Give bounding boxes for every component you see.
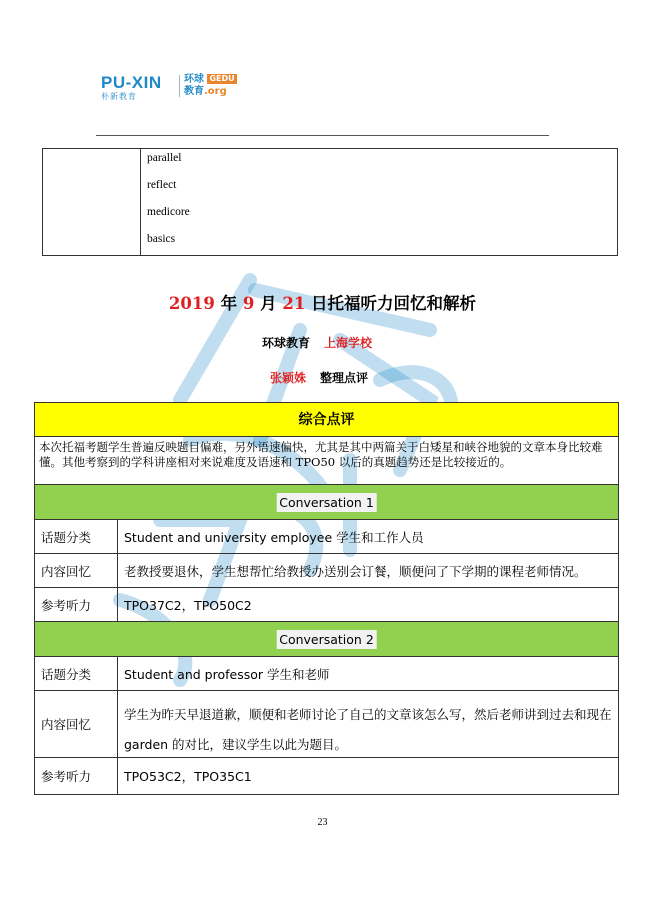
reference-label: 参考听力 [35,588,118,621]
content-label: 内容回忆 [35,554,118,587]
header-rule [96,135,549,136]
page-title [0,290,645,314]
conversation-2-content: 学生为昨天早退道歉，顺便和老师讨论了自己的文章该怎么写，然后老师讲到过去和现在 garden 的对比，建议学生以此为题目。 [124,707,612,752]
word-item: reflect [147,179,177,191]
title-month-suffix: 月 [254,294,283,313]
author-name: 张颖姝 [270,371,307,385]
puxin-logo-text: PU-XIN [101,73,162,92]
conversation-1-title: Conversation 1 [276,493,377,512]
overview-text: 本次托福考题学生普遍反映题目偏难，另外语速偏快，尤其是其中两篇关于白矮星和峡谷地貌的文章本身比较难懂。其他考察到的学科讲座相对来说难度及语速和 TPO50 以后的真题趋势还是比较接近的。 [35,437,618,485]
word-table-divider [140,149,141,255]
gedu-logo [184,74,237,98]
gedu-badge: GEDU [209,74,235,83]
title-rest: 日托福听力回忆和解析 [305,294,477,313]
page-number: 23 [317,817,328,828]
conversation-2-topic: Student and professor 学生和老师 [124,666,330,682]
conversation-2-header [35,622,618,657]
gedu-logo-bottom: 教育 [184,86,204,97]
puxin-logo-subtext: 朴新教育 [101,92,137,101]
word-table [42,148,618,256]
gedu-org: .org [204,86,227,97]
subtitle-org: 环球教育 [262,336,311,350]
topic-label: 话题分类 [35,657,118,690]
conversation-1-reference: TPO37C2，TPO50C2 [124,597,252,613]
review-table [34,402,619,795]
table-row [35,758,618,794]
overview-header: 综合点评 [35,403,618,437]
table-row [35,554,618,588]
conversation-2-reference: TPO53C2，TPO35C1 [124,769,252,784]
table-row [35,588,618,622]
table-row [35,657,618,691]
reference-label: 参考听力 [35,758,118,794]
word-item: medicore [147,206,190,218]
content-label: 内容回忆 [35,691,118,757]
header-logo [101,74,241,100]
subtitle-organization [262,334,372,351]
conversation-2-title: Conversation 2 [276,630,377,649]
title-day: 21 [282,294,306,313]
word-item: basics [147,233,176,245]
word-item: parallel [147,152,182,164]
subtitle-author [270,369,368,386]
puxin-logo [101,74,162,101]
title-month: 9 [242,294,255,313]
conversation-1-header [35,485,618,520]
logo-divider [179,75,180,97]
author-role: 整理点评 [320,371,369,385]
conversation-1-content: 老教授要退休，学生想帮忙给教授办送别会订餐，顺便问了下学期的课程老师情况。 [124,563,587,579]
gedu-logo-top: 环球 [184,74,204,85]
table-row [35,691,618,758]
conversation-1-topic: Student and university employee 学生和工作人员 [124,529,424,545]
title-year: 2019 [168,294,215,313]
topic-label: 话题分类 [35,520,118,553]
table-row [35,520,618,554]
subtitle-school: 上海学校 [324,336,373,350]
title-year-suffix: 年 [214,294,243,313]
